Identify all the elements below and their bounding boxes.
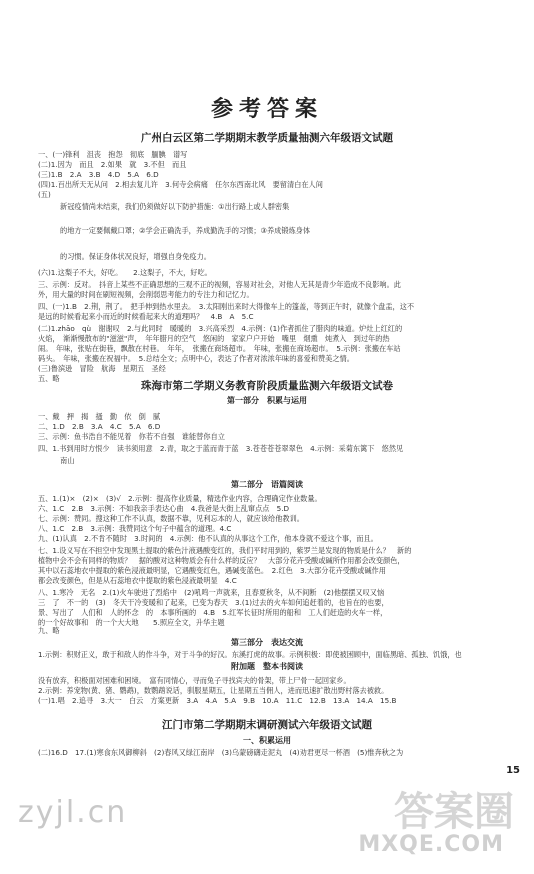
part-title-jiangmen-1: 一、积累运用 — [243, 736, 291, 745]
answer-line: 七、示例：赞同。搜这种工作不认真，数据不靠，见利忘本的人，就应该给他教训。 — [38, 514, 304, 523]
page-title: 参考答案 — [210, 96, 323, 122]
answer-line: 九、(1)认真 2.不肯不随时 3.时间的 4.示例：他不认真的从事这个工作，他本身就不爱这个事，而且。 — [38, 534, 378, 543]
page-number: 15 — [506, 765, 520, 776]
answer-line: 八、1.寒冷 无名 2.(1)火车驶进了烈焰中 (2)吼鸣一声就来，且春夏秋冬，从不间断 (2)他摆摆又叹又恼 — [38, 588, 385, 597]
answer-line: 是远的时候看起来小而近的时候看起来大的道理吗？ 4.B A 5.C — [38, 312, 254, 321]
answer-line: (三)鲁滨逊 冒险 航海 星期五 圣经 — [38, 364, 166, 373]
answer-line: 三、示例：反对。 抖音上某些不正确思想的三观不正的视频，容易对社会，对他人无其是青少年造成不良影响。此 — [38, 280, 401, 289]
answer-line: (二)1.因为 而且 2.如果 就 3.不但 而且 — [38, 160, 187, 169]
answer-line: 三 了 不一的 (3) 冬天干冷变暖和了起来，已变为春天 3.(1)过去的火车如何追赶着的，也旨在的也要， — [38, 598, 389, 607]
extra-title: 附加题 整本书阅读 — [231, 662, 303, 671]
answer-line: 都会改变颜色，但是从石蕊地衣中提取的紫色浸液最明显 4.C — [38, 576, 237, 585]
section-title-jiangmen: 江门市第二学期期末调研测试六年级语文试题 — [162, 719, 372, 731]
watermark-right: 答案圈 — [394, 789, 514, 835]
answer-line: 二、1.D 2.B 3.A 4.C 5.A 6.D — [38, 422, 161, 431]
answer-line: 外，用大量的时间在刷短视频，会削弱思考能力的专注力和记忆力。 — [38, 290, 254, 299]
answer-line: 新冠疫情尚未结束，我们仍须做好以下防护措施：①出行路上或人群密集 — [60, 202, 290, 211]
watermark-url: MXQE.COM — [358, 832, 504, 857]
answer-line: 没有放弃，积极面对困难和困境。 富有同情心，寻而兔子寻找宾夫的骨架，带上尸骨一起回家乡。 — [38, 676, 351, 685]
answer-line: 一、戴 押 揭 搔 勤 依 倒 腻 — [38, 412, 161, 421]
answer-line: 植物中会不会有同样的物质？ 据的酸对这种物质会有什么样的反应？ 大部分花卉受酸或碱所作用都会改变颜色， — [38, 556, 405, 565]
answer-line: 南山 — [60, 456, 75, 465]
answer-line: 闹。 年味，张贴在街巷，飘散在村巷。 年年， 张搬在商场超市。 年味，张搬在商场超市。 5.示例：张搬在车站 — [38, 344, 401, 353]
answer-line: (二)1.zhāo qù 谢谢叹 2.与此同时 暖暖的 3.兴高采烈 4.示例：(1)作者抓住了腊肉的味道。炉灶上红红的 — [38, 324, 403, 333]
answer-line: 的习惯。保证身体状况良好，增强自身免疫力。 — [60, 252, 211, 261]
answer-line: 火焰， 渐渐慢散布的"滋滋"声， 年年腊月的空气 悠闲的 家家户户开始 嘴里 烟熏 炖煮入 到过年的热 — [38, 334, 390, 343]
part-title-1: 第一部分 积累与运用 — [227, 396, 307, 405]
answer-line: (四)1.百出所天无从问 2.相去复儿许 3.何寺会病痛 任尔东西南北风 要留清白在人间 — [38, 180, 323, 189]
answer-line: (五) — [38, 190, 51, 199]
answer-line: 码头。 年味，张搬在祝福中。 5.总结全文；点明中心，表达了作者对浓浓年味的喜爱和赞美之情。 — [38, 354, 354, 363]
answer-line: 景、写出了 人们和 人的怀念 的 本事所画的 4.B 5.红军长征时所用的船和 工人们赶造的火车一样， — [38, 608, 388, 617]
answer-line: 五、1.(1)× (2)× (3)√ 2.示例：提高作业质量，精选作业内容，合理确定作业数量。 — [38, 494, 322, 503]
answer-line: (六)1.这梨子不大，好吃。 2.这梨子，不大，好吃。 — [38, 268, 212, 277]
answer-line: (二)16.D 17.(1)寒食东风御柳斜 (2)春风又绿江南岸 (3)乌蒙磅礴走泥丸 (4)劝君更尽一杯酒 (5)惟奔秋之为 — [38, 748, 404, 757]
answer-line: 一、(一)锋利 沮丧 抱怨 彻底 腼腆 谱写 — [38, 150, 188, 159]
part-title-3: 第三部分 表达交流 — [231, 638, 303, 647]
part-title-2: 第二部分 语篇阅读 — [231, 480, 303, 489]
answer-line: 六、1.C 2.B 3.示例：不如我亲手表达心曲 4.我爸是大街上乱窜点点 5.D — [38, 504, 290, 513]
answer-line: 其中以石蕊地衣中提取的紫色浸液最明显，它遇酸变红色，遇碱变蓝色。 2.红色 3.大部分花卉受酸或碱作用 — [38, 566, 386, 575]
answer-line: 四、(一)1.B 2.荆，荆了。 把手伸到热水里去。 3.太阳刚出来时大得像车上的篷盖，等到正午时，就像个盘盂，这不 — [38, 302, 415, 311]
answer-line: 2.示例：养宠物(黄、猪、鹦鹉)，数鹦鹉说话，驯服星期五，让星期五当佣人，进而迅速扩散出野村落去被救。 — [38, 686, 389, 695]
answer-line: 的地方一定要佩戴口罩；②学会正确洗手，养成勤洗手的习惯；③养成锻炼身体 — [60, 226, 311, 235]
section-title-zhuhai: 珠海市第二学期义务教育阶段质量监测六年级语文试卷 — [141, 380, 393, 392]
answer-line: (一)1.唱 2.追寻 3.大一 白云 方案更新 3.A 4.A 5.A 9.B 10.A 11.C 12.B 13.A 14.A 15.B — [38, 696, 397, 705]
answer-line: 九、略 — [38, 626, 60, 635]
section-title-guangzhou: 广州白云区第二学期期末教学质量抽测六年级语文试题 — [141, 132, 393, 144]
answer-line: 五、略 — [38, 374, 60, 383]
answer-line: (三)1.B 2.A 3.B 4.D 5.A 6.D — [38, 170, 159, 179]
watermark-left: zyjl.cn — [18, 795, 128, 830]
answer-line: 八、1.C 2.B 3.示例：我赞同这个句子中蕴含的道理。4.C — [38, 524, 232, 533]
answer-line: 三、示例：鱼书浩自不能见着 你若不自强 谁能替你自立 — [38, 432, 225, 441]
answer-line: 的一个好故事和 的一个大大地 5.照应全文，升华主题 — [38, 618, 225, 627]
answer-line: 四、1.书到用时方恨少 读书须用意 2.青，取之于蓝而青于蓝 3.苍苍苍苍翠翠色 4.示例：采菊东篱下 悠然见 — [38, 444, 404, 453]
answer-line: 1.示例：积财正义，敢于和敌人的作斗争，对于斗争的好汉。东溪打虎的故事。示例积极：即使被困顾中，面临黑暗、孤独、饥饿，也 — [38, 650, 462, 659]
answer-line: 七、1.设义写在不担空中发现黑土提取的紫色汁液遇酸变红的，我们平时用到的，紫罗兰是发现的物质是什么？ 新的 — [38, 546, 412, 555]
